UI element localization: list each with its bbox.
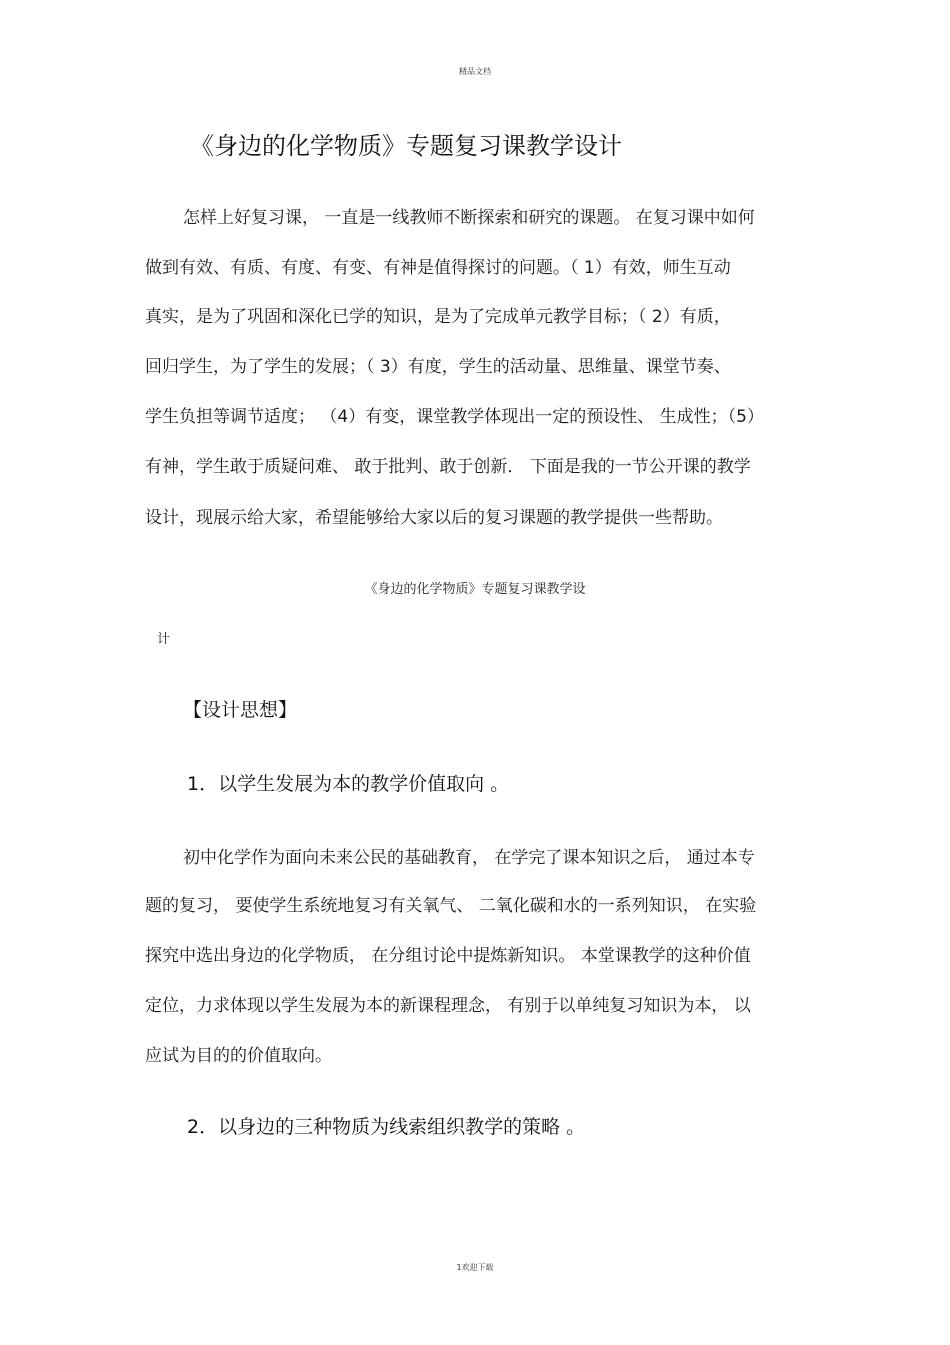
item-2-heading: 2．以身边的三种物质为线索组织教学的策略 。 [187,1116,586,1138]
item-1-line: 定位，力求体现以学生发展为本的新课程理念， 有别于以单纯复习知识为本， 以 [145,996,751,1016]
document-title: 《身边的化学物质》专题复习课教学设计 [190,132,622,160]
item-1-line: 应试为目的的价值取向。 [145,1046,332,1066]
intro-line: 真实，是为了巩固和深化已学的知识，是为了完成单元教学目标；（ 2）有质， [145,307,731,327]
intro-line: 设计，现展示给大家，希望能够给大家以后的复习课题的教学提供一些帮助。 [145,508,723,528]
page-footer-note: 1欢迎下载 [456,1263,494,1272]
item-1-line: 探究中选出身边的化学物质， 在分组讨论中提炼新知识。 本堂课教学的这种价值 [145,946,751,966]
intro-line: 有神，学生敢于质疑问难、 敢于批判、敢于创新． 下面是我的一节公开课的教学 [145,457,751,477]
intro-line: 回归学生，为了学生的发展；（ 3）有度，学生的活动量、思维量、课堂节奏、 [145,357,731,377]
intro-line: 学生负担等调节适度； （4）有变，课堂教学体现出一定的预设性、 生成性；（5） [145,407,764,427]
intro-line: 做到有效、有质、有度、有变、有神是值得探讨的问题。（ 1）有效，师生互动 [145,258,731,278]
page-header-note: 精品文档 [459,67,491,76]
subtitle-tail: 计 [157,632,171,647]
intro-line: 怎样上好复习课， 一直是一线教师不断探索和研究的课题。 在复习课中如何 [183,208,755,228]
subtitle: 《身边的化学物质》专题复习课教学设 [364,582,586,597]
item-1-line: 题的复习， 要使学生系统地复习有关氧气、 二氧化碳和水的一系列知识， 在实验 [145,896,757,916]
section-heading: 【设计思想】 [183,699,298,721]
item-1-heading: 1．以学生发展为本的教学价值取向 。 [187,773,510,795]
item-1-line: 初中化学作为面向未来公民的基础教育， 在学完了课本知识之后， 通过本专 [183,848,755,868]
